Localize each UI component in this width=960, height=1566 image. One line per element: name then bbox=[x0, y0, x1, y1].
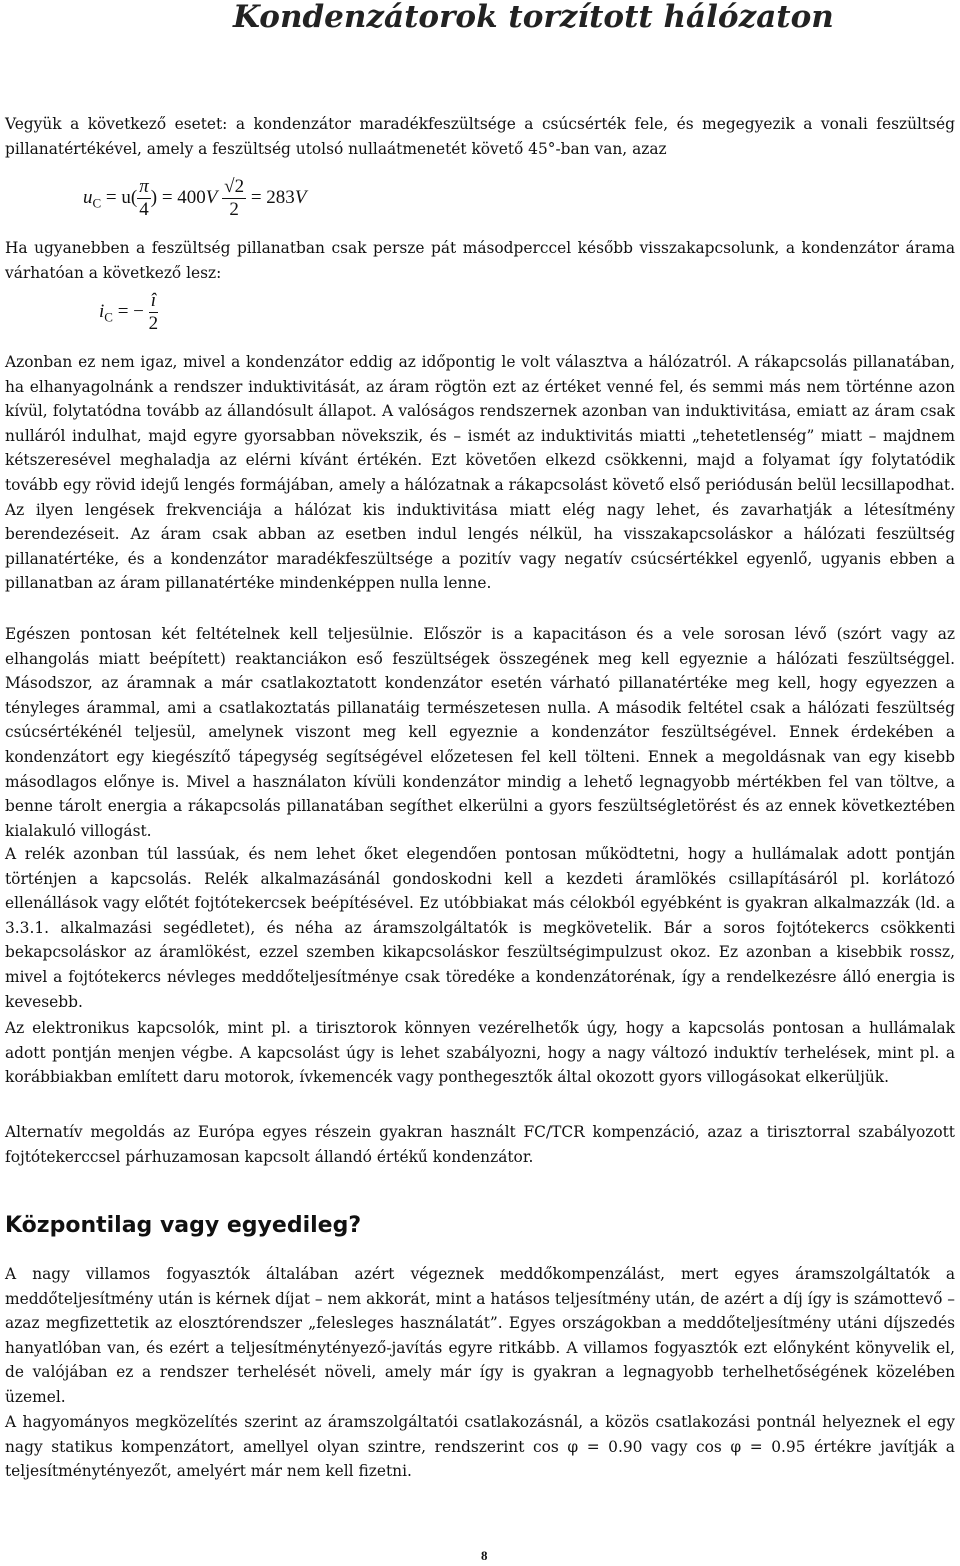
paragraph-1: Vegyük a következő esetet: a kondenzátor maradékfeszültsége a csúcsérték fele, és megegyezik a vonali feszültség pillanatértékével, amely a feszültség utolsó nullaátmenetét követő 45°-ban van, azaz bbox=[5, 115, 955, 158]
fraction-sqrt2-2: $\frac{√2}{2}$ bbox=[224, 176, 245, 220]
paragraph-7: Alternatív megoldás az Európa egyes részein gyakran használt FC/TCR kompenzáció, azaz a tirisztorral szabályozott fojtótekerccsel párhuzamosan kapcsolt állandó értékű kondenzátor. bbox=[5, 1123, 955, 1166]
paragraph-4: Egészen pontosan két feltételnek kell teljesülnie. Először is a kapacitáson és a vele sorosan lévő (szórt vagy az elhangolás miatt beépített) reaktanciákon eső feszültségek összegének meg kell egyeznie a hálózati feszültséggel. Másodszor, az áramnak a már csatlakoztatott kondenzátor esetén várható pillanatértéke meg kell, hogy egyezzen a tényleges árammal, ami a csatlakoztatás pillanatáig természetesen nulla. A második feltétel csak a hálózati feszültség csúcsértékénél teljesül, amelynek viszont meg kell egyeznie a kondenzátor feszültségével. Ennek érdekében a kondenzátort egy kiegészítő tápegység segítségével előzetesen fel kell tölteni. Ennek a megoldásnak van egy kisebb másodlagos előnye is. Mivel a használaton kívüli kondenzátor mindig a lehető legnagyobb mértékben fel van töltve, a benne tárolt energia a rákapcsolás pillanatában segíthet elkerülni a gyors feszültségletörést és az ennek következtében kialakuló villogást. bbox=[5, 625, 955, 840]
formula-ic: $i_C$ = − $\frac{î}{2}$ bbox=[99, 290, 159, 334]
page-number: 8 bbox=[481, 1548, 488, 1563]
paragraph-2: Ha ugyanebben a feszültség pillanatban csak persze pát másodperccel később visszakapcsolunk, a kondenzátor árama várhatóan a következő lesz: bbox=[5, 239, 955, 282]
paragraph-9: A hagyományos megközelítés szerint az áramszolgáltatói csatlakozásnál, a közös csatlakozási pontnál helyeznek el egy nagy statikus kompenzátort, amellyel olyan szintre, rendszerint cos φ = 0.90 vagy cos φ = 0.95 értékre javítják a teljesítménytényezőt, amelyért már nem kell fizetni. bbox=[5, 1413, 955, 1481]
paragraph-3: Azonban ez nem igaz, mivel a kondenzátor eddig az időpontig le volt választva a hálózatról. A rákapcsolás pillanatában, ha elhanyagolnánk a rendszer induktivitását, az áram rögtön ezt az értéket venné fel, és semmi más nem történne azon kívül, folytatódna tovább az állandósult állapot. A valóságos rendszernek azonban van induktivitása, emiatt az áram csak nulláról indulhat, majd egyre gyorsabban növekszik, és – ismét az induktivitás miatti „tehetetlenség” miatt – majdnem kétszeresével meghaladja az elérni kívánt értékén. Ezt követően elkezd csökkenni, majd a folyamat így folytatódik tovább egy rövid idejű lengés formájában, amely a hálózatnak a rákapcsolást követő első periódusán belül lecsillapodhat. Az ilyen lengések frekvenciája a hálózat kis induktivitása miatt elég nagy lehet, és zavarhatják a létesítmény berendezéseit. Az áram csak abban az esetben indul lengés nélkül, ha visszakapcsoláskor a hálózati feszültség pillanatértéke, és a kondenzátor maradékfeszültsége a pozitív vagy negatív csúcsértékkel egyenlő, ugyanis ebben a pillanatban az áram pillanatértéke mindenképpen nulla lenne. bbox=[5, 353, 955, 593]
formula-uc: $u_C = u$( $\frac{\pi}{4}$ ) = 400V $\frac{√2}{2}$ = 283V bbox=[83, 176, 307, 220]
paragraph-5: A relék azonban túl lassúak, és nem lehet őket elegendően pontosan működtetni, hogy a hullámalak adott pontján történjen a kapcsolás. Relék alkalmazásánál gondoskodni kell a kezdeti áramlökés csillapításáról pl. korlátozó ellenállások vagy előtét fojtótekercsek beépítésével. Ez utóbbiakat más célokból egyébként is gyakran alkalmazzák (ld. a 3.3.1. alkalmazási segédletet), és néha az áramszolgáltatók is megkövetelik. Bár a soros fojtótekercs csökkenti bekapcsoláskor az áramlökést, ezzel szemben kikapcsoláskor feszültségimpulzust okoz. Ez azonban a kisebbik rossz, mivel a fojtótekercs névleges meddőteljesítménye csak töredéke a kondenzátorénak, így a rendelkezésre álló energia is kevesebb. bbox=[5, 845, 955, 1011]
fraction-pi-4: $\frac{\pi}{4}$ bbox=[139, 176, 149, 220]
section-heading: Központilag vagy egyedileg? bbox=[5, 1213, 362, 1238]
paragraph-8: A nagy villamos fogyasztók általában azért végeznek meddőkompenzálást, mert egyes áramszolgáltatók a meddőteljesítmény után is kérnek díjat – nem akkorát, mint a hatásos teljesítmény után, de azért a díj így is számottevő – azaz megfizettetik az elosztórendszer „felesleges használatát”. Egyes országokban a meddőteljesítmény utáni díjszedés hanyatlóban van, és ezért a teljesítménytényező-javítás egyre ritkább. A villamos fogyasztók ezt előnyként könyvelik el, de valójában ez a rendszer terhelését növeli, amely már így is gyakran a legnagyobb terhelhetőségének közelében üzemel. bbox=[5, 1265, 955, 1406]
paragraph-6: Az elektronikus kapcsolók, mint pl. a tirisztorok könnyen vezérelhetők úgy, hogy a kapcsolás pontosan a hullámalak adott pontján menjen végbe. A kapcsolást úgy is lehet szabályozni, hogy a nagy változó induktív terhelések, mint pl. a korábbiakban említett daru motorok, ívkemencék vagy ponthegesztők által okozott gyors villogásokat elkerüljük. bbox=[5, 1019, 955, 1087]
fraction-ihat-2: $\frac{î}{2}$ bbox=[148, 290, 159, 334]
page-title: Kondenzátorok torzított hálózaton bbox=[233, 0, 834, 35]
